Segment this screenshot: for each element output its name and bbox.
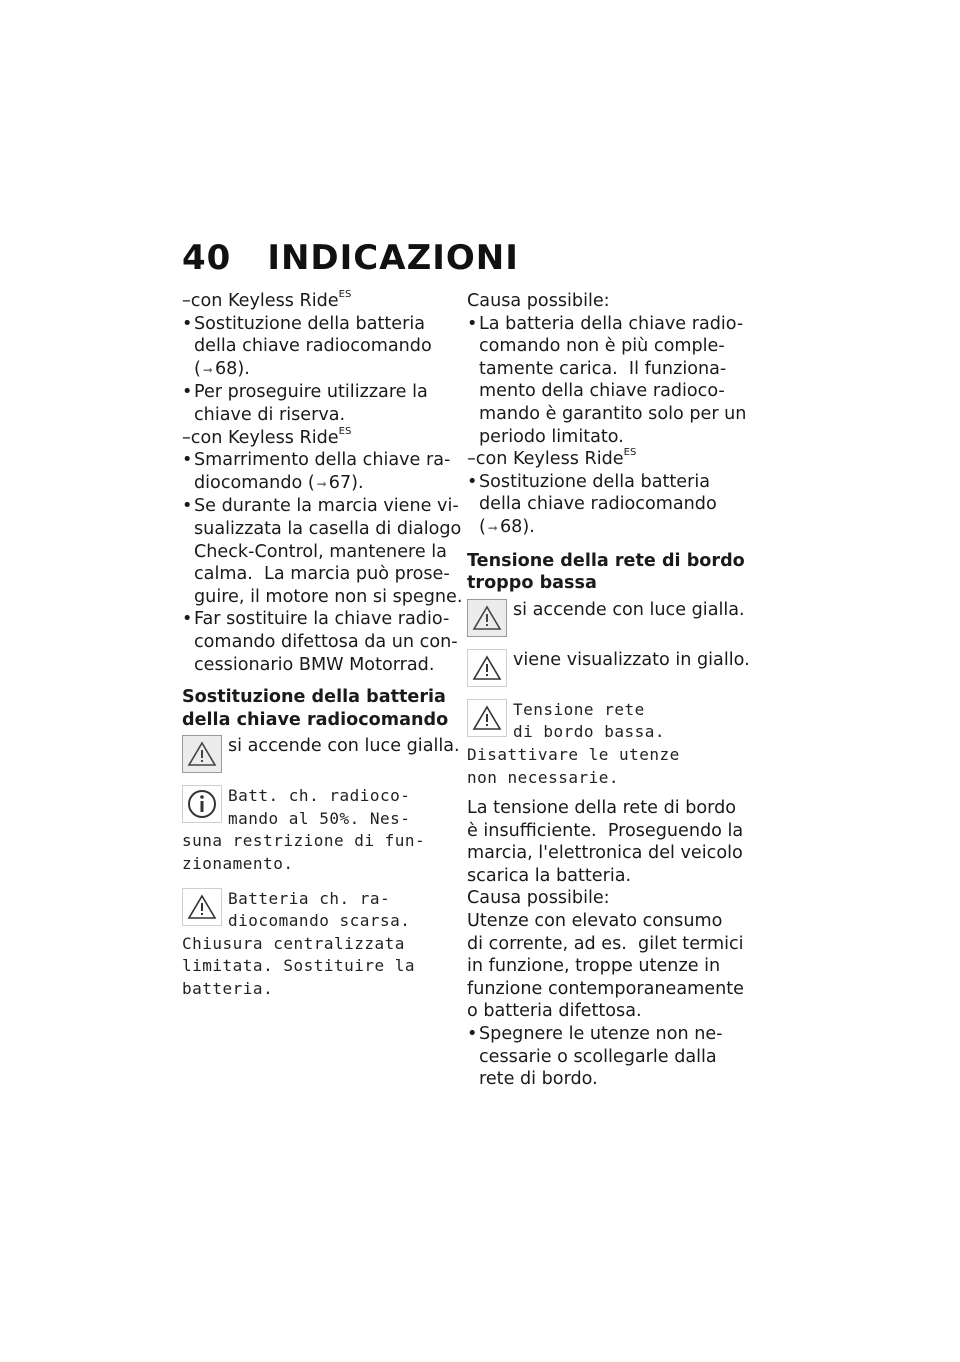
keyless-ride-note: –con Keyless Ride$^{ES}$ (182, 425, 352, 448)
warning-triangle-icon (182, 888, 222, 926)
info-message-row: Batt. ch. radioco- mando al 50%. Nes- (182, 785, 452, 830)
cause-paragraph: Utenze con elevato consumo di corrente, ad es. gilet termici in funzione, troppe utenze in funzione contemporaneamente o batteria difettosa. (467, 911, 744, 1022)
bullet-item: • Sostituzione della batteria della chiave radiocomando ( ➞ 68). (182, 313, 452, 382)
chapter-title: INDICAZIONI (267, 238, 519, 278)
bullet-item: • Per proseguire utilizzare la chiave di riserva. (182, 381, 452, 426)
warning-message-row: Tensione rete di bordo bassa. (467, 699, 742, 744)
left-column: –con Keyless Ride$^{ES}$ • Sostituzione della batteria della chiave radiocomando ( ➞ 68). • Per proseguire utilizzare la chiave di riserva. –con Keyless Ride$^{ES}$ • Smarrimento della chiave ra- diocomando ( ➞ 67). • Se durante la marcia viene vi- sualizzata la casella di dialogo Check-Control, mantenere la calma. La marcia può prose- guire, il motore non si spegne. • Far sostituire la chiave radio- comando difettosa da un con- cessionario BMW Motorrad. Sostituzione della batteria della chiave radiocomando si accende con luce gialla. Batt. ch. radioco- mando al 50%. Nes- suna restrizione di fun- zionamento. Batteria ch. ra- diocomando scarsa. Chiusura centralizzata limitata. Sostituire la batteria. (182, 290, 452, 1001)
page-reference-arrow-icon: ➞ (487, 520, 498, 535)
bullet-item: • Far sostituire la chiave radio- comando difettosa da un con- cessionario BMW Motorrad. (182, 608, 452, 676)
page-reference-arrow-icon: ➞ (316, 476, 327, 491)
cause-label: Causa possibile: (467, 291, 610, 311)
section-heading: Sostituzione della batteria della chiave radiocomando (182, 687, 449, 730)
warning-indicator-row: si accende con luce gialla. (467, 599, 742, 637)
explanation-paragraph: La tensione della rete di bordo è insufficiente. Proseguendo la marcia, l'elettronica del veicolo scarica la batteria. (467, 798, 744, 886)
warning-message-row: Batteria ch. ra- diocomando scarsa. (182, 888, 452, 933)
keyless-ride-note: –con Keyless Ride$^{ES}$ (467, 447, 637, 470)
bullet-item: • Se durante la marcia viene vi- sualizzata la casella di dialogo Check-Control, mantenere la calma. La marcia può prose- guire, il motore non si spegne. (182, 495, 452, 608)
warning-triangle-icon (182, 735, 222, 773)
warning-triangle-icon (467, 699, 507, 737)
page-number: 40 (182, 238, 232, 278)
bullet-item: • Spegnere le utenze non ne- cessarie o scollegarle dalla rete di bordo. (467, 1023, 742, 1091)
page-reference-arrow-icon: ➞ (202, 362, 213, 377)
page-heading (182, 238, 519, 278)
warning-triangle-icon (467, 649, 507, 687)
section-heading: Tensione della rete di bordo troppo bassa (467, 550, 745, 594)
keyless-ride-note: –con Keyless Ride$^{ES}$ (182, 289, 352, 311)
bullet-item: • Sostituzione della batteria della chiave radiocomando ( ➞ 68). (467, 471, 742, 540)
warning-indicator-row: si accende con luce gialla. (182, 735, 452, 773)
display-indicator-row: viene visualizzato in giallo. (467, 649, 742, 687)
info-icon (182, 785, 222, 823)
bullet-item: • Smarrimento della chiave ra- diocomando ( ➞ 67). (182, 449, 452, 495)
cause-label: Causa possibile: (467, 888, 610, 909)
warning-triangle-icon (467, 599, 507, 637)
right-column: Causa possibile: • La batteria della chiave radio- comando non è più comple- tamente carica. Il funziona- mento della chiave radioco- mando è garantito solo per un periodo limitato. –con Keyless Ride$^{ES}$ • Sostituzione della batteria della chiave radiocomando ( ➞ 68). Tensione della rete di bordo troppo bassa si accende con luce gialla. viene visualizzato in giallo. Tensione rete di bordo bassa. Disattivare le utenze non necessarie. La tensione della rete di bordo è insufficiente. Proseguendo la marcia, l'elettronica del veicolo scarica la batteria. Causa possibile: Utenze con elevato consumo di corrente, ad es. gilet termici in funzione, troppe utenze in funzione contemporaneamente o batteria difettosa. • Spegnere le utenze non ne- cessarie o scollegarle dalla rete di bordo. (467, 290, 742, 1091)
bullet-item: • La batteria della chiave radio- comando non è più comple- tamente carica. Il funziona- mento della chiave radioco- mando è garantito solo per un periodo limitato. (467, 313, 742, 449)
